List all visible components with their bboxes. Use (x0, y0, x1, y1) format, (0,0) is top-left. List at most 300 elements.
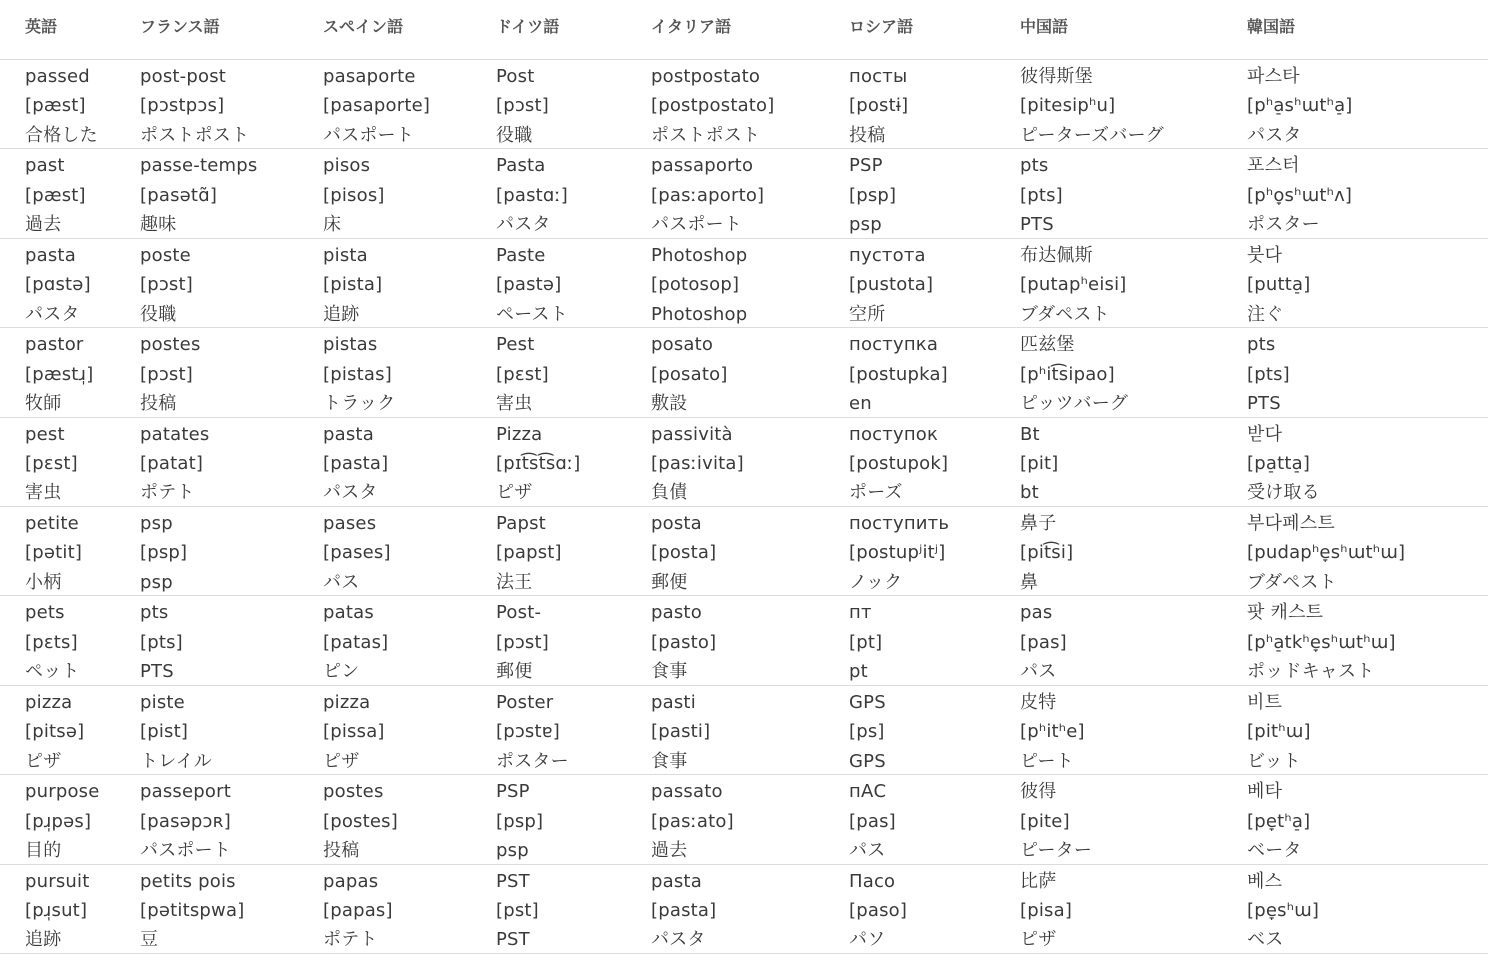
german-meaning: 法王 (496, 571, 533, 593)
russian-pronunciation: [psp] (849, 184, 897, 206)
spanish-pronunciation: [pases] (323, 542, 391, 564)
russian-word: пт (849, 602, 872, 624)
spanish-meaning: ポテト (323, 929, 378, 951)
cell-french (140, 596, 323, 686)
french-word: pts (140, 602, 169, 624)
italian-meaning: 過去 (651, 839, 688, 861)
italian-word: posato (651, 334, 714, 356)
cell-french (140, 507, 323, 597)
english-word: passed (25, 66, 90, 87)
french-word: passe-temps (140, 155, 258, 177)
english-pronunciation: [pæst] (25, 184, 86, 206)
korean-word: 베타 (1247, 781, 1283, 803)
cell-english (0, 865, 140, 955)
german-meaning: 害虫 (496, 392, 533, 414)
french-meaning: PTS (140, 661, 174, 683)
cell-german (496, 775, 651, 865)
french-pronunciation: [patat] (140, 452, 204, 474)
korean-pronunciation: [putta̠] (1247, 274, 1311, 296)
chinese-meaning: ピザ (1020, 929, 1057, 951)
french-word: psp (140, 512, 173, 534)
italian-word: pasta (651, 870, 702, 892)
cell-chinese (1020, 775, 1247, 865)
english-pronunciation: [pitsə] (25, 721, 85, 743)
english-meaning: 目的 (25, 839, 62, 861)
cell-chinese (1020, 60, 1247, 150)
spanish-word: papas (323, 870, 379, 892)
german-word: Papst (496, 512, 546, 534)
french-pronunciation: [pasətɑ̃] (140, 184, 218, 206)
german-word: Paste (496, 244, 546, 266)
chinese-word: 鼻子 (1020, 512, 1057, 534)
cell-russian (849, 239, 1020, 329)
chinese-word: 皮特 (1020, 691, 1057, 713)
spanish-word: pases (323, 512, 377, 534)
cell-russian (849, 418, 1020, 508)
cell-korean (1247, 686, 1488, 776)
korean-pronunciation: [pʰo̞sʰɯtʰʌ] (1247, 184, 1353, 206)
korean-meaning: パスタ (1247, 124, 1302, 146)
german-meaning: 役職 (496, 124, 533, 146)
table-row (0, 60, 1488, 149)
korean-word: 베스 (1247, 870, 1283, 892)
italian-meaning: 食事 (651, 661, 688, 683)
italian-meaning: Photoshop (651, 303, 748, 325)
german-meaning: ポスター (496, 750, 569, 772)
korean-word: pts (1247, 334, 1276, 356)
table-row (0, 686, 1488, 775)
spanish-pronunciation: [pissa] (323, 721, 385, 743)
french-word: poste (140, 244, 191, 266)
cell-spanish (323, 596, 496, 686)
korean-meaning: 受け取る (1247, 482, 1320, 504)
french-word: passeport (140, 781, 231, 803)
cell-italian (651, 149, 849, 239)
french-meaning: ポテト (140, 482, 195, 504)
chinese-pronunciation: [pʰitʰe] (1020, 721, 1085, 743)
russian-word: Пасо (849, 870, 896, 892)
russian-meaning: 空所 (849, 303, 886, 325)
cell-german (496, 239, 651, 329)
english-word: petite (25, 512, 79, 534)
cell-spanish (323, 60, 496, 150)
cell-french (140, 149, 323, 239)
italian-word: passato (651, 781, 723, 803)
korean-pronunciation: [pe̞sʰɯ] (1247, 899, 1320, 921)
cell-russian (849, 149, 1020, 239)
cell-spanish (323, 775, 496, 865)
cell-french (140, 239, 323, 329)
german-meaning: PST (496, 929, 530, 951)
german-meaning: パスタ (496, 214, 551, 236)
russian-word: поступить (849, 512, 950, 534)
chinese-word: 匹兹堡 (1020, 334, 1075, 356)
german-word: Post (496, 66, 535, 87)
russian-word: поступка (849, 334, 939, 356)
russian-meaning: パス (849, 839, 886, 861)
english-meaning: 牧師 (25, 392, 62, 414)
russian-meaning: GPS (849, 750, 886, 772)
french-meaning: パスポート (140, 839, 231, 861)
german-word: PSP (496, 781, 530, 803)
cell-german (496, 328, 651, 418)
column-header-italian: イタリア語 (651, 17, 732, 36)
chinese-word: 彼得斯堡 (1020, 66, 1093, 87)
german-pronunciation: [pst] (496, 899, 539, 921)
german-pronunciation: [pɛst] (496, 363, 549, 385)
italian-word: passaporto (651, 155, 754, 177)
german-word: Post- (496, 602, 542, 624)
korean-meaning: ポスター (1247, 214, 1320, 236)
chinese-meaning: ピーター (1020, 839, 1093, 861)
english-pronunciation: [pɛts] (25, 631, 78, 653)
chinese-pronunciation: [pʰit͡sipao] (1020, 363, 1115, 385)
italian-word: postpostato (651, 66, 761, 87)
korean-word: 포스터 (1247, 155, 1300, 177)
italian-pronunciation: [pasti] (651, 721, 711, 743)
spanish-word: pistas (323, 334, 378, 356)
russian-pronunciation: [postupka] (849, 363, 948, 385)
spanish-meaning: パスポート (323, 124, 414, 146)
french-pronunciation: [pɔst] (140, 363, 193, 385)
italian-word: passività (651, 423, 733, 445)
cell-english (0, 686, 140, 776)
spanish-meaning: パスタ (323, 482, 378, 504)
cell-spanish (323, 418, 496, 508)
korean-pronunciation: [pts] (1247, 363, 1290, 385)
english-meaning: ペット (25, 661, 80, 683)
spanish-meaning: 追跡 (323, 303, 360, 325)
english-meaning: 害虫 (25, 482, 62, 504)
italian-meaning: 郵便 (651, 571, 688, 593)
russian-word: пАС (849, 781, 887, 803)
russian-pronunciation: [postɨ] (849, 95, 909, 117)
italian-pronunciation: [pasːivita] (651, 452, 744, 474)
cell-german (496, 418, 651, 508)
table-header-row (0, 0, 1488, 60)
spanish-meaning: パス (323, 571, 360, 593)
cell-spanish (323, 507, 496, 597)
russian-pronunciation: [pas] (849, 810, 896, 832)
italian-pronunciation: [pasːaporto] (651, 184, 765, 206)
cell-italian (651, 865, 849, 955)
cell-chinese (1020, 149, 1247, 239)
spanish-meaning: トラック (323, 392, 396, 414)
chinese-meaning: PTS (1020, 214, 1054, 236)
cell-chinese (1020, 239, 1247, 329)
italian-meaning: 負債 (651, 482, 688, 504)
german-word: PST (496, 870, 530, 892)
korean-word: 부다페스트 (1247, 512, 1335, 534)
spanish-word: pasta (323, 423, 374, 445)
german-pronunciation: [pɔstɐ] (496, 721, 560, 743)
spanish-word: pasaporte (323, 66, 416, 87)
spanish-pronunciation: [pisos] (323, 184, 385, 206)
spanish-pronunciation: [pistas] (323, 363, 392, 385)
english-word: pest (25, 423, 65, 445)
spanish-meaning: ピザ (323, 750, 360, 772)
korean-pronunciation: [pa̠tta̠] (1247, 452, 1311, 474)
chinese-pronunciation: [pit] (1020, 452, 1059, 474)
korean-word: 비트 (1247, 691, 1283, 713)
cell-english (0, 775, 140, 865)
korean-pronunciation: [pe̞tʰa̠] (1247, 810, 1311, 832)
spanish-pronunciation: [patas] (323, 631, 389, 653)
french-meaning: 投稿 (140, 392, 177, 414)
russian-word: PSP (849, 155, 883, 177)
french-pronunciation: [psp] (140, 542, 188, 564)
russian-meaning: ノック (849, 571, 903, 593)
italian-pronunciation: [pasta] (651, 899, 717, 921)
table-row (0, 328, 1488, 417)
chinese-meaning: 鼻 (1020, 571, 1039, 593)
english-word: pizza (25, 691, 73, 713)
russian-meaning: en (849, 392, 872, 414)
chinese-pronunciation: [pts] (1020, 184, 1063, 206)
italian-meaning: 敷設 (651, 392, 688, 414)
korean-word: 팟 캐스트 (1247, 602, 1324, 624)
korean-meaning: ポッドキャスト (1247, 661, 1375, 683)
cell-german (496, 686, 651, 776)
column-header-french: フランス語 (140, 17, 220, 36)
cell-spanish (323, 149, 496, 239)
cell-english (0, 60, 140, 150)
spanish-meaning: 投稿 (323, 839, 360, 861)
table-row (0, 596, 1488, 685)
russian-word: поступок (849, 423, 939, 445)
cell-chinese (1020, 418, 1247, 508)
italian-meaning: パスポート (651, 214, 742, 236)
english-meaning: パスタ (25, 303, 80, 325)
spanish-pronunciation: [pasta] (323, 452, 389, 474)
cell-spanish (323, 865, 496, 955)
german-meaning: ピザ (496, 482, 533, 504)
chinese-meaning: ピート (1020, 750, 1074, 772)
cell-russian (849, 507, 1020, 597)
chinese-word: 比萨 (1020, 870, 1057, 892)
cell-russian (849, 60, 1020, 150)
russian-meaning: 投稿 (849, 124, 886, 146)
table-row (0, 507, 1488, 596)
chinese-meaning: ピーターズバーグ (1020, 124, 1164, 146)
chinese-pronunciation: [pitesipʰu] (1020, 95, 1116, 117)
cell-italian (651, 239, 849, 329)
russian-word: пустота (849, 244, 926, 266)
german-word: Pest (496, 334, 535, 356)
cell-italian (651, 328, 849, 418)
cell-german (496, 865, 651, 955)
spanish-meaning: ピン (323, 661, 360, 683)
cell-english (0, 418, 140, 508)
french-word: petits pois (140, 870, 236, 892)
german-word: Poster (496, 691, 554, 713)
chinese-word: 布达佩斯 (1020, 244, 1093, 266)
english-word: pasta (25, 244, 76, 266)
cell-chinese (1020, 596, 1247, 686)
cell-german (496, 596, 651, 686)
chinese-meaning: ブダペスト (1020, 303, 1110, 325)
chinese-meaning: bt (1020, 482, 1039, 504)
italian-word: posta (651, 512, 702, 534)
cell-french (140, 775, 323, 865)
italian-pronunciation: [potosop] (651, 274, 740, 296)
french-meaning: 豆 (140, 929, 159, 951)
italian-word: pasti (651, 691, 696, 713)
korean-word: 붓다 (1247, 244, 1283, 266)
cell-italian (651, 60, 849, 150)
korean-pronunciation: [pʰa̠tkʰe̞sʰɯtʰɯ] (1247, 631, 1396, 653)
table-row (0, 775, 1488, 864)
french-word: patates (140, 423, 210, 445)
chinese-meaning: パス (1020, 661, 1057, 683)
russian-word: посты (849, 66, 908, 87)
cell-french (140, 686, 323, 776)
french-pronunciation: [pətitspwa] (140, 899, 245, 921)
column-header-german: ドイツ語 (496, 17, 560, 36)
cell-spanish (323, 239, 496, 329)
cell-spanish (323, 686, 496, 776)
column-header-russian: ロシア語 (849, 17, 914, 36)
korean-meaning: ベータ (1247, 839, 1302, 861)
spanish-meaning: 床 (323, 214, 342, 236)
korean-meaning: ベス (1247, 929, 1284, 951)
german-pronunciation: [psp] (496, 810, 544, 832)
italian-meaning: パスタ (651, 929, 706, 951)
italian-word: pasto (651, 602, 702, 624)
cell-italian (651, 686, 849, 776)
chinese-word: 彼得 (1020, 781, 1057, 803)
russian-pronunciation: [pustota] (849, 274, 934, 296)
table-row (0, 418, 1488, 507)
spanish-pronunciation: [papas] (323, 899, 393, 921)
korean-pronunciation: [pitʰɯ] (1247, 721, 1311, 743)
french-meaning: トレイル (140, 750, 212, 772)
spanish-pronunciation: [pasaporte] (323, 95, 431, 117)
german-pronunciation: [pastɑː] (496, 184, 569, 206)
cell-russian (849, 775, 1020, 865)
french-pronunciation: [pasəpɔʀ] (140, 810, 231, 832)
russian-pronunciation: [postupʲitʲ] (849, 542, 946, 564)
english-meaning: 合格した (25, 124, 98, 146)
french-word: piste (140, 691, 185, 713)
english-word: pastor (25, 334, 84, 356)
cell-chinese (1020, 507, 1247, 597)
korean-word: 파스타 (1247, 66, 1300, 87)
chinese-pronunciation: [pit͡si] (1020, 542, 1074, 564)
english-meaning: 過去 (25, 214, 62, 236)
german-pronunciation: [papst] (496, 542, 562, 564)
english-pronunciation: [pæst] (25, 95, 86, 117)
korean-meaning: 注ぐ (1247, 303, 1284, 325)
italian-pronunciation: [postpostato] (651, 95, 775, 117)
english-meaning: ピザ (25, 750, 62, 772)
spanish-pronunciation: [pista] (323, 274, 383, 296)
russian-pronunciation: [postupok] (849, 452, 949, 474)
cell-german (496, 149, 651, 239)
german-pronunciation: [pɪt͡st͡sɑː] (496, 452, 581, 474)
cell-chinese (1020, 328, 1247, 418)
german-meaning: psp (496, 839, 529, 861)
cell-korean (1247, 596, 1488, 686)
english-word: pursuit (25, 870, 90, 892)
english-word: purpose (25, 781, 100, 803)
cell-korean (1247, 865, 1488, 955)
cell-korean (1247, 239, 1488, 329)
french-pronunciation: [pɔst] (140, 274, 193, 296)
russian-pronunciation: [pt] (849, 631, 883, 653)
cell-french (140, 418, 323, 508)
italian-pronunciation: [posato] (651, 363, 728, 385)
chinese-pronunciation: [pisa] (1020, 899, 1073, 921)
spanish-word: pista (323, 244, 368, 266)
english-word: past (25, 155, 65, 177)
chinese-word: Bt (1020, 423, 1040, 445)
korean-word: 받다 (1247, 423, 1283, 445)
russian-word: GPS (849, 691, 886, 713)
cell-russian (849, 865, 1020, 955)
russian-pronunciation: [paso] (849, 899, 908, 921)
cell-english (0, 149, 140, 239)
italian-pronunciation: [posta] (651, 542, 717, 564)
italian-word: Photoshop (651, 244, 748, 266)
italian-meaning: ポストポスト (651, 124, 761, 146)
english-pronunciation: [pæstɹ̩] (25, 363, 94, 385)
italian-pronunciation: [pasːato] (651, 810, 734, 832)
cell-korean (1247, 149, 1488, 239)
german-word: Pasta (496, 155, 546, 177)
cell-german (496, 60, 651, 150)
chinese-word: pts (1020, 155, 1049, 177)
cell-korean (1247, 328, 1488, 418)
cell-chinese (1020, 686, 1247, 776)
french-word: post-post (140, 66, 227, 87)
russian-pronunciation: [ps] (849, 721, 885, 743)
german-meaning: ペースト (496, 303, 568, 325)
chinese-pronunciation: [pas] (1020, 631, 1067, 653)
english-meaning: 追跡 (25, 929, 62, 951)
italian-pronunciation: [pasto] (651, 631, 717, 653)
cell-italian (651, 507, 849, 597)
cell-korean (1247, 60, 1488, 150)
cell-english (0, 328, 140, 418)
german-pronunciation: [pɔst] (496, 631, 549, 653)
cell-korean (1247, 418, 1488, 508)
cell-italian (651, 418, 849, 508)
german-pronunciation: [pastə] (496, 274, 562, 296)
french-pronunciation: [pist] (140, 721, 189, 743)
spanish-word: patas (323, 602, 374, 624)
spanish-word: pizza (323, 691, 371, 713)
chinese-word: pas (1020, 602, 1053, 624)
cell-russian (849, 686, 1020, 776)
italian-meaning: 食事 (651, 750, 688, 772)
cell-russian (849, 596, 1020, 686)
cell-chinese (1020, 865, 1247, 955)
cell-spanish (323, 328, 496, 418)
english-pronunciation: [pɑstə] (25, 274, 91, 296)
cell-english (0, 596, 140, 686)
cell-italian (651, 775, 849, 865)
cell-english (0, 239, 140, 329)
chinese-pronunciation: [pite] (1020, 810, 1070, 832)
cell-russian (849, 328, 1020, 418)
chinese-pronunciation: [putapʰeisi] (1020, 274, 1127, 296)
cell-german (496, 507, 651, 597)
column-header-spanish: スペイン語 (323, 17, 404, 36)
cell-french (140, 328, 323, 418)
column-header-chinese: 中国語 (1020, 17, 1069, 36)
table-row (0, 865, 1488, 954)
